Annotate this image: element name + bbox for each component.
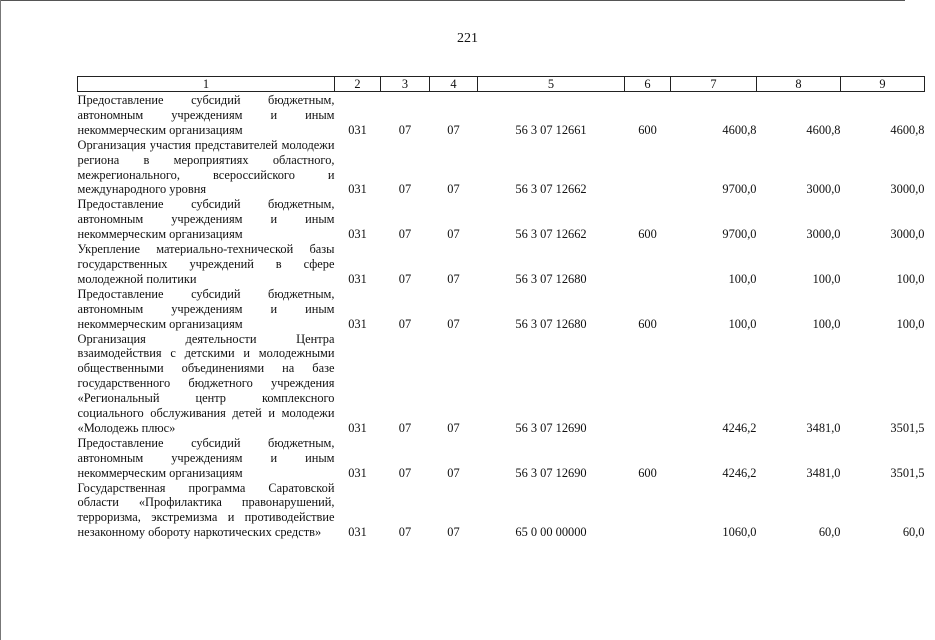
row-name: Государственная программа Саратовской области «Профилактика правонарушений, терроризма, экстремизма и противодействие незаконному обороту наркотических средств» [77,480,335,540]
row-value-3: 3501,5 [890,420,925,435]
row-expense-type: 600 [638,316,657,331]
row-name: Организация деятельности Центра взаимодействия с детскими и молодежными общественными объединениями на базе государственного бюджетного учреждения «Региональный центр комплексного социального обслуживания детей и молодежи «Молодежь плюс» [77,331,335,435]
row-value-3: 3000,0 [890,182,925,197]
column-header-6: 6 [625,77,671,92]
row-subsection: 07 [447,227,460,242]
row-target-article: 56 3 07 12661 [515,122,587,137]
row-section: 07 [398,465,412,480]
row-ministry: 031 [348,316,367,331]
row-ministry: 031 [348,182,367,197]
row-value-1: 4246,2 [722,465,757,480]
row-value-1: 1060,0 [722,525,757,540]
row-name: Предоставление субсидий бюджетным, автономным учреждениям и иным некоммерческим организациям [77,197,335,242]
row-expense-type: 600 [638,465,657,480]
row-expense-type [625,242,671,287]
row-subsection: 07 [447,316,460,331]
row-target-article: 56 3 07 12662 [515,227,587,242]
row-expense-type: 600 [638,227,657,242]
row-subsection: 07 [447,420,460,435]
row-name: Предоставление субсидий бюджетным, автономным учреждениям и иным некоммерческим организациям [77,286,335,331]
table-row [78,138,925,198]
row-target-article: 56 3 07 12680 [515,316,587,331]
row-target-article: 56 3 07 12690 [515,465,587,480]
column-header-2: 2 [335,77,381,92]
row-value-2: 100,0 [812,271,841,286]
row-section: 07 [398,182,412,197]
row-subsection: 07 [447,465,460,480]
row-value-3: 100,0 [896,316,925,331]
table-header [78,77,925,92]
column-header-9: 9 [841,77,925,92]
row-value-2: 3481,0 [806,420,841,435]
row-value-1: 4600,8 [722,122,757,137]
row-ministry: 031 [348,465,367,480]
row-expense-type [625,332,671,436]
row-name: Организация участия представителей молодежи региона в мероприятиях областного, межрегионального, всероссийского и международного уровня [77,137,335,197]
row-ministry: 031 [348,227,367,242]
row-target-article: 65 0 00 00000 [515,525,587,540]
row-value-1: 9700,0 [722,182,757,197]
header-row [78,77,925,92]
page-edge-left [0,0,1,640]
column-header-5: 5 [478,77,625,92]
row-name: Предоставление субсидий бюджетным, автономным учреждениям и иным некоммерческим организациям [77,93,335,137]
budget-table [77,76,925,540]
page-number: 221 [457,31,478,46]
row-section: 07 [398,271,412,286]
column-header-3: 3 [381,77,430,92]
row-value-2: 3000,0 [806,227,841,242]
table-row [78,481,925,541]
row-ministry: 031 [348,420,367,435]
table-row [78,242,925,287]
row-section: 07 [398,420,412,435]
row-ministry: 031 [348,271,367,286]
row-value-3: 4600,8 [890,122,925,137]
row-value-3: 3000,0 [890,227,925,242]
row-subsection: 07 [447,271,460,286]
row-value-3: 100,0 [896,271,925,286]
row-value-3: 3501,5 [890,465,925,480]
page-edge-top [0,0,905,1]
row-subsection: 07 [447,122,460,137]
row-value-1: 9700,0 [722,227,757,242]
column-header-8: 8 [757,77,841,92]
row-target-article: 56 3 07 12690 [515,420,587,435]
row-subsection: 07 [447,525,460,540]
row-expense-type: 600 [638,122,657,137]
row-target-article: 56 3 07 12680 [515,271,587,286]
row-ministry: 031 [348,525,367,540]
column-header-1: 1 [78,77,335,92]
row-target-article: 56 3 07 12662 [515,182,587,197]
row-value-2: 100,0 [812,316,841,331]
row-subsection: 07 [447,182,460,197]
row-value-2: 4600,8 [806,122,841,137]
table-row [78,197,925,242]
row-ministry: 031 [348,122,367,137]
column-header-7: 7 [671,77,757,92]
row-section: 07 [398,122,412,137]
column-header-4: 4 [430,77,478,92]
row-name: Предоставление субсидий бюджетным, автономным учреждениям и иным некоммерческим организациям [77,435,335,480]
table-body [78,92,925,541]
row-value-1: 100,0 [728,316,757,331]
row-value-1: 4246,2 [722,420,757,435]
table-row [78,332,925,436]
table-row [78,93,925,138]
row-value-1: 100,0 [728,271,757,286]
row-value-2: 3000,0 [806,182,841,197]
row-section: 07 [398,525,412,540]
table-row [78,287,925,332]
row-name: Укрепление материально-технической базы государственных учреждений в сфере молодежной политики [77,242,335,286]
row-expense-type [625,481,671,541]
row-expense-type [625,138,671,198]
table-row [78,436,925,481]
row-section: 07 [398,227,412,242]
row-value-2: 3481,0 [806,465,841,480]
row-value-2: 60,0 [818,525,841,540]
row-section: 07 [398,316,412,331]
row-value-3: 60,0 [902,525,925,540]
